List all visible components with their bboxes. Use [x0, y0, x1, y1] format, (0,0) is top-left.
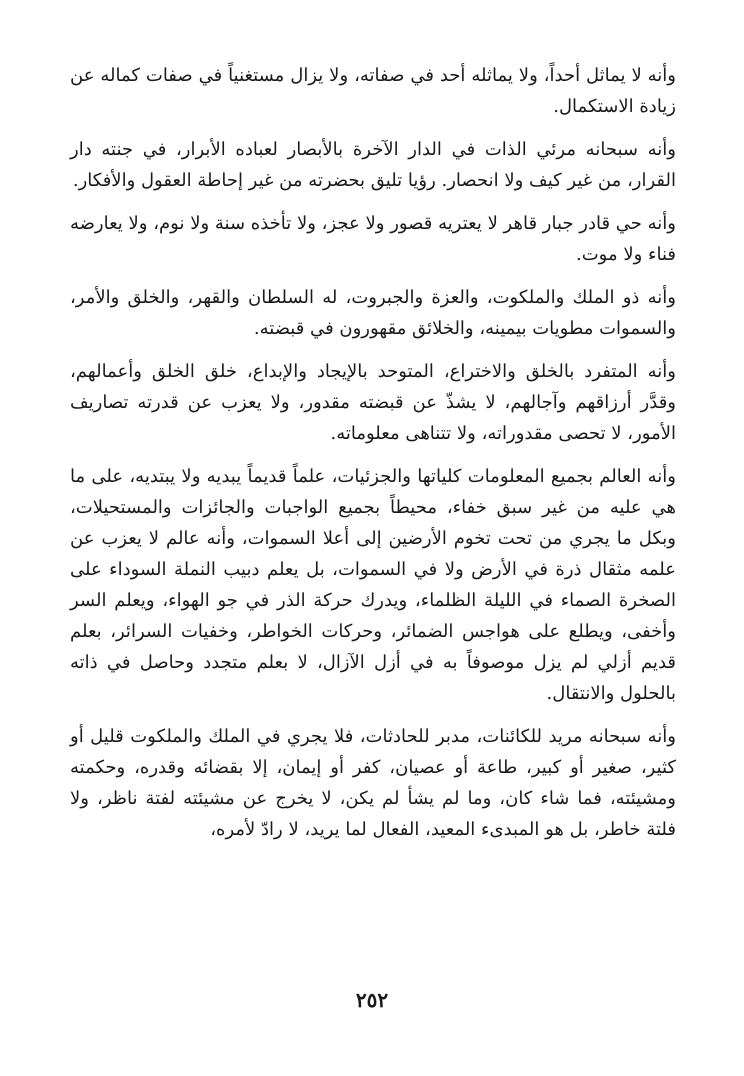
paragraph-4: وأنه ذو الملك والملكوت، والعزة والجبروت، له السلطان والقهر، والخلق والأمر، والسموات مطويات بيمينه، والخلائق مقهورون في قبضته. [70, 287, 676, 339]
paragraph-6: وأنه العالم بجميع المعلومات كلياتها والجزئيات، علماً قديماً يبديه ولا يبتديه، على ما هي عليه من غير سبق خفاء، محيطاً بجميع الواجبات والجائزات والمستحيلات، وبكل ما يجري من تحت تخوم الأرضين إلى أعلا السموات، وأنه عالم لا يعزب عن علمه مثقال ذرة في الأرض ولا في السموات، بل يعلم دبيب النملة السوداء على الصخرة الصماء في الليلة الظلماء، ويدرك حركة الذر في جو الهواء، ويعلم السر وأخفى، ويطلع على هواجس الضمائر، وحركات الخواطر، وخفيات السرائر، بعلم قديم أزلي لم يزل موصوفاً به في أزل الآزال، لا بعلم متجدد وحاصل في ذاته بالحلول والانتقال. [70, 466, 676, 704]
page-number: ٢٥٢ [355, 988, 389, 1012]
paragraph-1: وأنه لا يماثل أحداً، ولا يماثله أحد في صفاته، ولا يزال مستغنياً في صفات كماله عن زيادة الاستكمال. [70, 65, 676, 117]
paragraph-3: وأنه حي قادر جبار قاهر لا يعتريه قصور ولا عجز، ولا تأخذه سنة ولا نوم، ولا يعارضه فناء ولا موت. [70, 213, 676, 265]
paragraph-7: وأنه سبحانه مريد للكائنات، مدبر للحادثات، فلا يجري في الملك والملكوت قليل أو كثير، صغير أو كبير، طاعة أو عصيان، كفر أو إيمان، إلا بقضائه وقدره، وحكمته ومشيئته، فما شاء كان، وما لم يشأ لم يكن، لا يخرج عن مشيئته لفتة ناظر، ولا فلتة خاطر، بل هو المبدىء المعيد، الفعال لما يريد، لا رادّ لأمره، [70, 726, 677, 840]
paragraph-2: وأنه سبحانه مرئي الذات في الدار الآخرة بالأبصار لعباده الأبرار، في جنته دار القرار، من غير كيف ولا انحصار. رؤيا تليق بحضرته من غير إحاطة العقول والأفكار. [70, 139, 676, 191]
document-body [70, 60, 676, 857]
paragraph-5: وأنه المتفرد بالخلق والاختراع، المتوحد بالإيجاد والإبداع، خلق الخلق وأعمالهم، وقدَّر أرزاقهم وآجالهم، لا يشذّ عن قبضته مقدور، ولا يعزب عن قدرته تصاريف الأمور، لا تحصى مقدوراته، ولا تتناهى معلوماته. [70, 361, 676, 444]
